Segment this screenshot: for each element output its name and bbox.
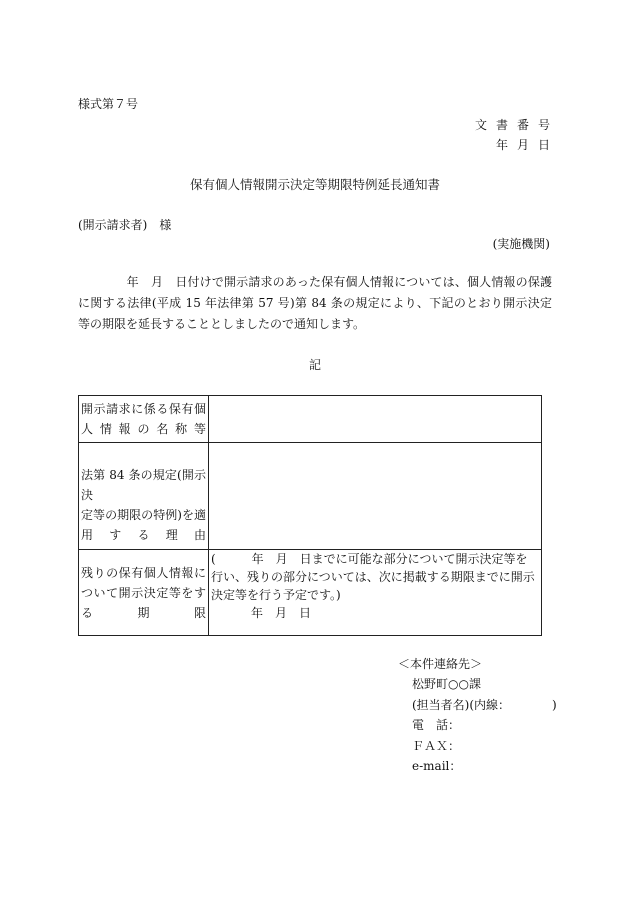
row2-label-line-3: 用する理由 [81, 528, 206, 542]
row2-value-cell [209, 443, 542, 550]
document-number-label: 文書番号 [474, 118, 559, 132]
row3-label-cell [79, 550, 209, 636]
row2-label-line-1: 法第 84 条の規定(開示決 [81, 468, 206, 502]
agency-label: (実施機関) [492, 237, 550, 251]
row3-label-line-3: る期限 [81, 605, 206, 620]
row1-label-cell [79, 396, 209, 443]
contact-phone: 電 話： [412, 718, 461, 733]
row1-label-line-2: 人情報の名称等 [81, 422, 206, 436]
ki-label: 記 [308, 358, 321, 372]
contact-person: (担当者名)(内線： ) [412, 697, 557, 712]
row1-label-line-1: 開示請求に係る保有個 [81, 402, 206, 416]
form-number: 様式第７号 [78, 97, 139, 111]
info-table [78, 395, 542, 636]
row2-label-line-2: 定等の期限の特例)を適 [81, 508, 206, 522]
row1-value-cell [209, 396, 542, 443]
contact-email: e-mail： [412, 759, 462, 774]
contact-block [398, 654, 557, 776]
row3-value-text: ( 年 月 日までに可能な部分について開示決定等を行い、残りの部分については、次に掲載する期限までに開示決定等を行う予定です。) [211, 552, 535, 602]
row3-value-cell [209, 550, 542, 636]
row3-label-line-1: 残りの保有個人情報に [81, 565, 206, 580]
row3-label-line-2: ついて開示決定等をす [81, 585, 206, 600]
recipient-line: (開示請求者) 様 [78, 218, 172, 232]
row3-date: 年 月 日 [251, 606, 312, 620]
contact-fax: ＦＡＸ： [412, 738, 461, 753]
table-row [79, 396, 542, 443]
table-row [79, 550, 542, 636]
document-title: 保有個人情報開示決定等期限特例延長通知書 [189, 177, 440, 192]
table-row [79, 443, 542, 550]
notice-body-text: 年 月 日付けで開示請求のあった保有個人情報については、個人情報の保護に関する法律(平成 15 年法律第 57 号)第 84 条の規定により、下記のとおり開示決定等の期限を延長することとしましたので通知します。 [78, 275, 552, 331]
contact-department: 松野町○○課 [412, 677, 481, 692]
document-date-label: 年月日 [495, 138, 559, 152]
contact-heading: ＜本件連絡先＞ [398, 657, 483, 671]
row2-label-cell [79, 443, 209, 550]
